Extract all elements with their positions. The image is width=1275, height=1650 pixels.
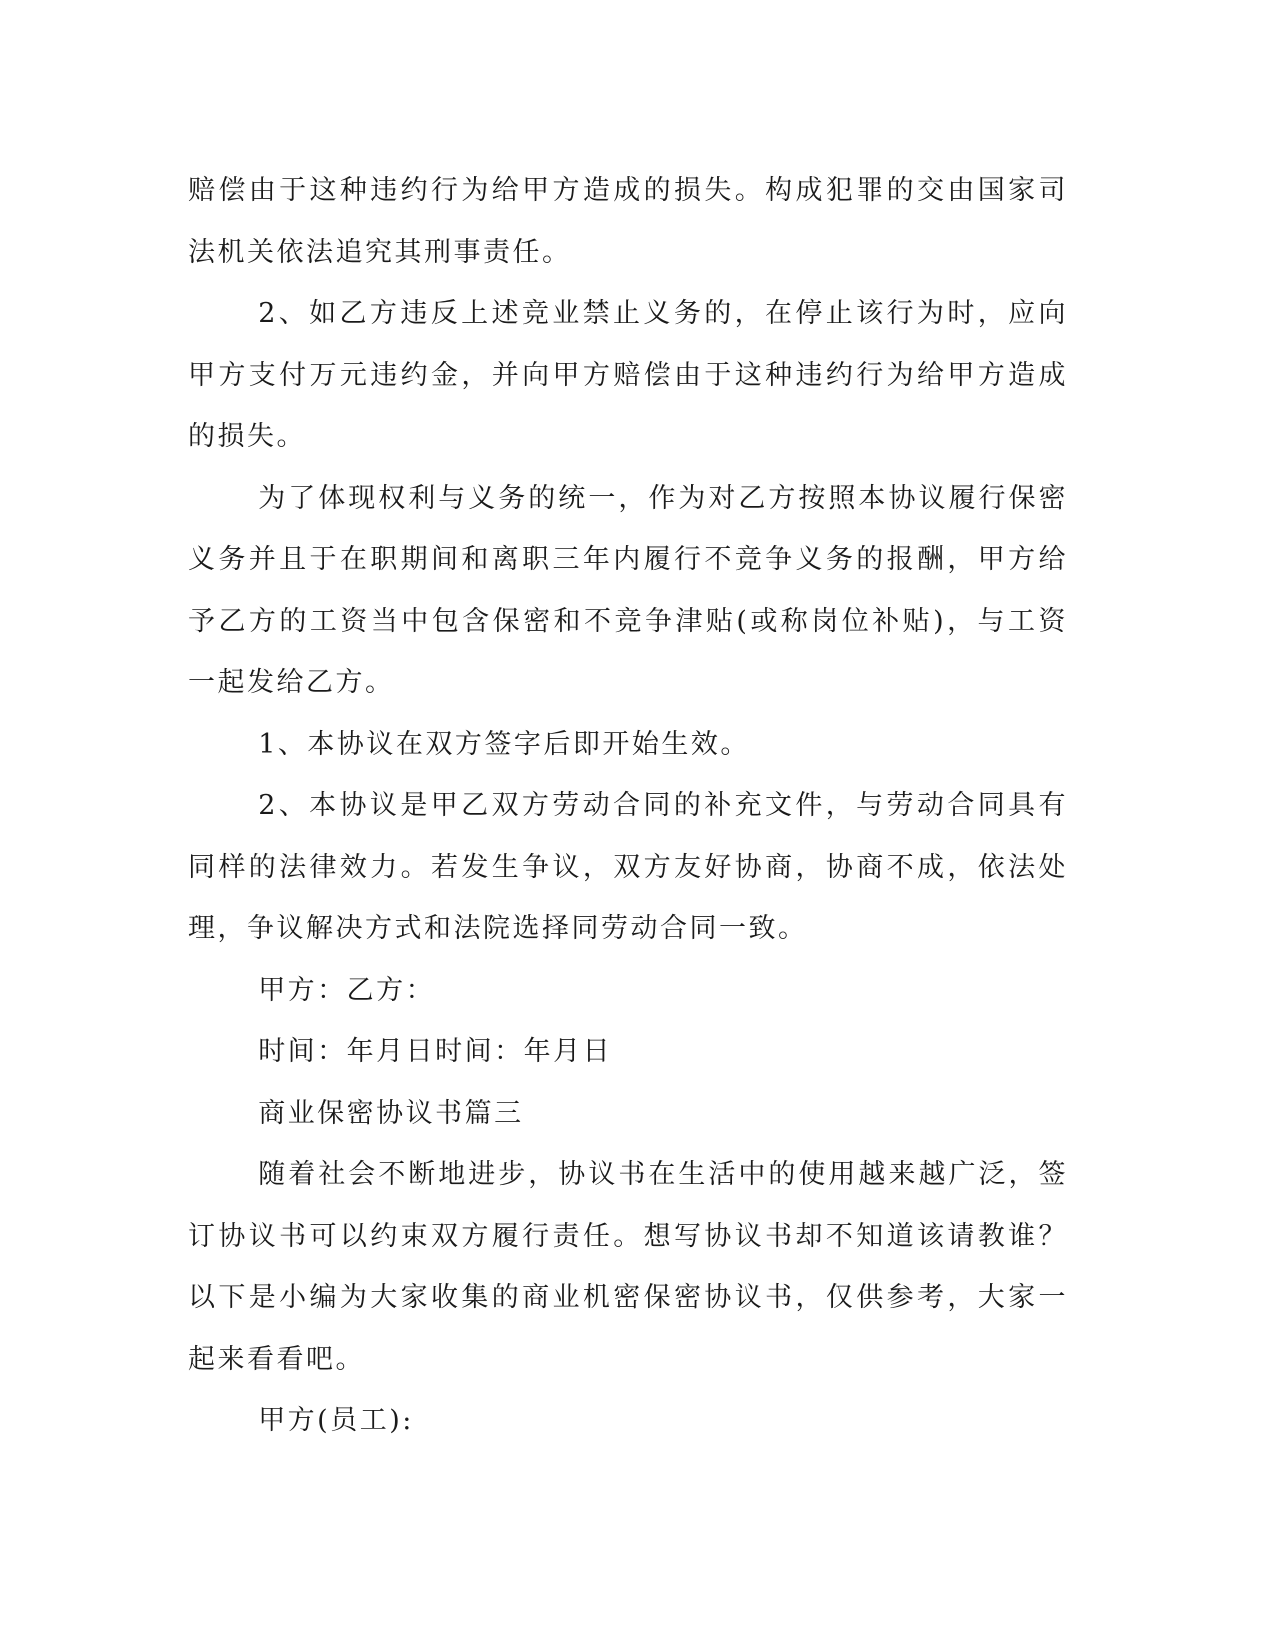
signature-date-line: 时间：年月日时间：年月日	[258, 1036, 613, 1067]
paragraph-compensation: 为了体现权利与义务的统一，作为对乙方按照本协议履行保密义务并且于在职期间和离职三年内履行不竞争义务的报酬，甲方给予乙方的工资当中包含保密和不竞争津贴(或称岗位补贴)，与工资一起发给乙方。	[188, 482, 1068, 698]
signature-parties-line: 甲方：乙方：	[258, 974, 436, 1006]
paragraph-effective-date: 1、本协议在双方签字后即开始生效。	[258, 728, 750, 760]
paragraph-introduction: 随着社会不断地进步，协议书在生活中的使用越来越广泛，签订协议书可以约束双方履行责任。想写协议书却不知道该请教谁？以下是小编为大家收集的商业机密保密协议书，仅供参考，大家一起来看看吧。	[188, 1159, 1068, 1375]
party-a-label: 甲方(员工):	[258, 1405, 414, 1436]
paragraph-legal-effect: 2、本协议是甲乙双方劳动合同的补充文件，与劳动合同具有同样的法律效力。若发生争议，双方友好协商，协商不成，依法处理，争议解决方式和法院选择同劳动合同一致。	[188, 790, 1068, 944]
paragraph-damages-continuation: 赔偿由于这种违约行为给甲方造成的损失。构成犯罪的交由国家司法机关依法追究其刑事责任。	[188, 175, 1068, 268]
paragraph-non-compete-penalty: 2、如乙方违反上述竞业禁止义务的，在停止该行为时，应向甲方支付万元违约金，并向甲方赔偿由于这种违约行为给甲方造成的损失。	[188, 298, 1068, 452]
document-body	[188, 160, 1068, 1452]
section-heading: 商业保密协议书篇三	[258, 1097, 524, 1129]
